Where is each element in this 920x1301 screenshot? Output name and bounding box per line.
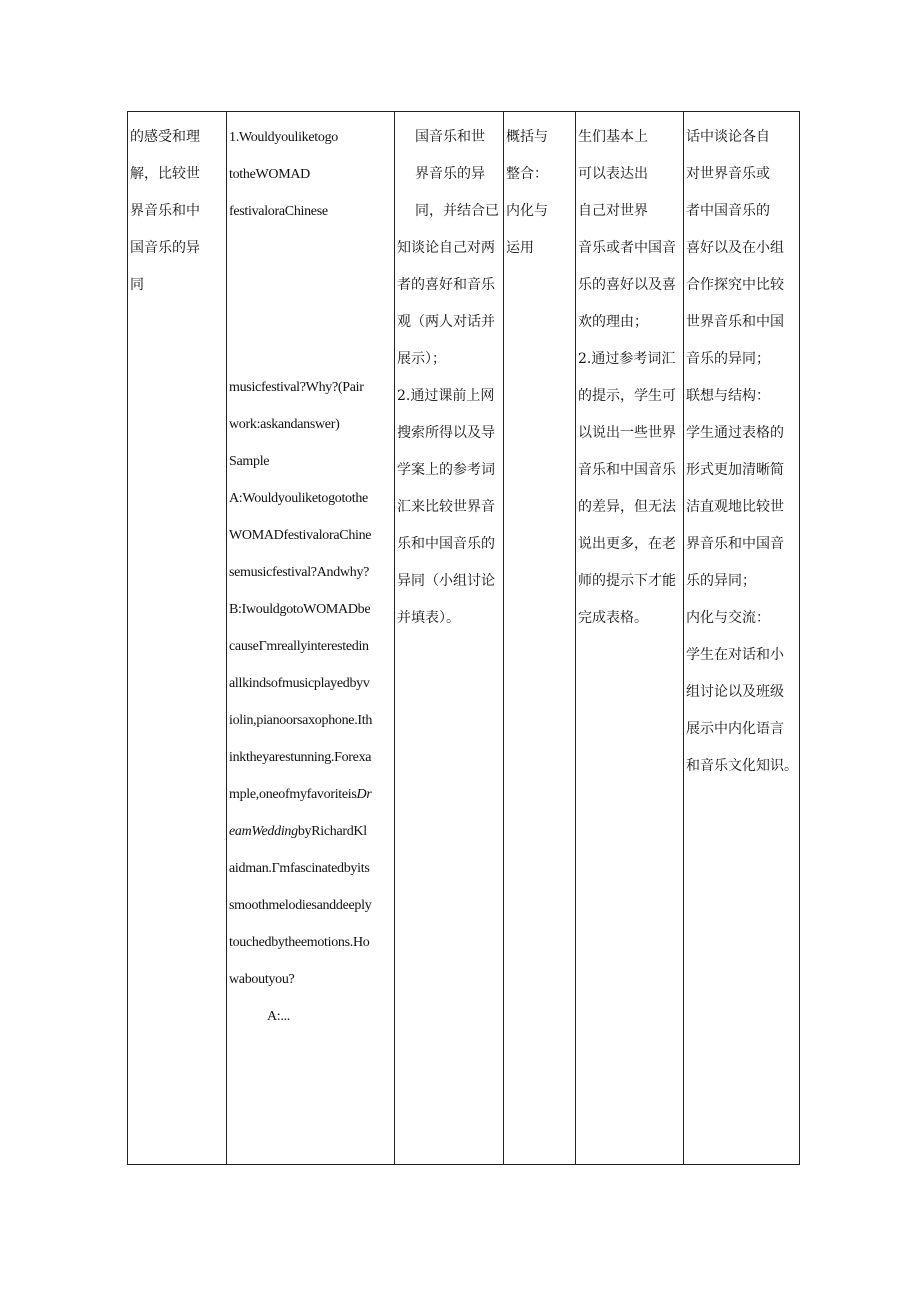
text-line: 生们基本上	[578, 129, 648, 145]
spacer	[229, 230, 394, 369]
text-line: touchedbytheemotions.Ho	[229, 935, 370, 950]
text-line: B:IwouldgotoWOMADbe	[229, 602, 371, 617]
text-line: 的感受和理	[130, 129, 200, 145]
text-line: 喜好以及在小组	[686, 240, 784, 256]
text-line: 国音乐和世	[415, 129, 485, 145]
text-line: 界音乐的异	[415, 166, 485, 182]
text-line: iolin,pianoorsaxophone.Ith	[229, 713, 373, 728]
text-line: 界音乐和中	[130, 203, 200, 219]
text-line: 学生通过表格的	[686, 425, 784, 441]
text-line: 合作探究中比较	[686, 277, 784, 293]
text-line: 观（两人对话并	[397, 314, 495, 330]
text-line: 和音乐文化知识。	[686, 758, 798, 774]
text-line: 内化与	[506, 203, 548, 219]
text-line: 学案上的参考词	[397, 462, 495, 478]
text-line: 形式更加清晰简	[686, 462, 784, 478]
text-line: 学生在对话和小	[686, 647, 784, 663]
text-line: 乐的异同；	[686, 573, 756, 589]
text-line: 联想与结构：	[686, 388, 770, 404]
text-line: 的差异，但无法	[578, 499, 676, 515]
text-line: smoothmelodiesanddeeply	[229, 898, 372, 913]
text-line: 2.通过课前上网	[397, 388, 495, 404]
text-line: 展示中内化语言	[686, 721, 784, 737]
text-line: 异同（小组讨论	[397, 573, 495, 589]
text-line: 洁直观地比较世	[686, 499, 784, 515]
text-line: 的提示，学生可	[578, 388, 676, 404]
text-line: 国音乐的异	[130, 240, 200, 256]
text-line: 展示）；	[397, 351, 446, 367]
text-line: 者的喜好和音乐	[397, 277, 495, 293]
text-line: 师的提示下才能	[578, 573, 676, 589]
text-line: 音乐和中国音乐	[578, 462, 676, 478]
text-line: 音乐或者中国音	[578, 240, 676, 256]
outcome-cell	[576, 112, 684, 1165]
song-title-part: Dr	[356, 787, 372, 802]
text-line: A:...	[267, 1009, 291, 1024]
text-line: semusicfestival?Andwhy?	[229, 565, 370, 580]
text-line: 乐和中国音乐的	[397, 536, 495, 552]
text-line	[229, 813, 394, 850]
text-line: 概括与	[506, 129, 548, 145]
text-line: 可以表达出	[578, 166, 648, 182]
activity-cell	[227, 112, 395, 1165]
text-line: 内化与交流：	[686, 610, 770, 626]
text-line: 乐的喜好以及喜	[578, 277, 676, 293]
text-run: mple,oneofmyfavoriteis	[229, 787, 357, 802]
text-line: musicfestival?Why?(Pair	[229, 380, 364, 395]
text-line: 对世界音乐或	[686, 166, 770, 182]
text-line: inktheyarestunning.Forexa	[229, 750, 372, 765]
text-line: aidman.Γmfascinatedbyits	[229, 861, 370, 876]
text-line: WOMADfestivaloraChine	[229, 528, 372, 543]
text-line: Sample	[229, 454, 270, 469]
text-line: 1.Wouldyouliketogo	[229, 130, 338, 145]
description-cell	[395, 112, 504, 1165]
competency-cell	[504, 112, 576, 1165]
text-line: 解，比较世	[130, 166, 200, 182]
text-run: byRichardKl	[297, 824, 367, 839]
song-title-part: eamWedding	[229, 824, 298, 839]
text-line: 话中谈论各自	[686, 129, 770, 145]
objective-cell	[128, 112, 227, 1165]
text-line: 搜索所得以及导	[397, 425, 495, 441]
text-line: 整合：	[506, 166, 548, 182]
text-line: 运用	[506, 240, 534, 256]
text-line: 说出更多，在老	[578, 536, 676, 552]
text-line: totheWOMAD	[229, 167, 310, 182]
text-line: 同	[130, 277, 144, 293]
text-line: 完成表格。	[578, 610, 648, 626]
text-line: 音乐的异同；	[686, 351, 770, 367]
text-line: 知谈论自己对两	[397, 240, 495, 256]
analysis-cell	[684, 112, 800, 1165]
text-line: 同，并结合已	[415, 203, 499, 219]
text-line: 并填表）。	[397, 610, 460, 626]
text-line: 自己对世界	[578, 203, 648, 219]
text-line: 者中国音乐的	[686, 203, 770, 219]
lesson-plan-table	[127, 111, 800, 1165]
text-line: 汇来比较世界音	[397, 499, 495, 515]
text-line: 以说出一些世界	[578, 425, 676, 441]
text-line: festivaloraChinese	[229, 204, 328, 219]
text-line: work:askandanswer)	[229, 417, 340, 432]
text-line: causeΓmreallyinterestedin	[229, 639, 369, 654]
text-line: waboutyou?	[229, 972, 295, 987]
text-line: 2.通过参考词汇	[578, 351, 676, 367]
text-line: allkindsofmusicplayedbyv	[229, 676, 370, 691]
text-line: 欢的理由；	[578, 314, 648, 330]
text-line: 世界音乐和中国	[686, 314, 784, 330]
text-line	[229, 776, 394, 813]
table-row	[128, 112, 800, 1165]
text-line: A:Wouldyouliketogotothe	[229, 491, 368, 506]
text-line: 界音乐和中国音	[686, 536, 784, 552]
text-line: 组讨论以及班级	[686, 684, 784, 700]
